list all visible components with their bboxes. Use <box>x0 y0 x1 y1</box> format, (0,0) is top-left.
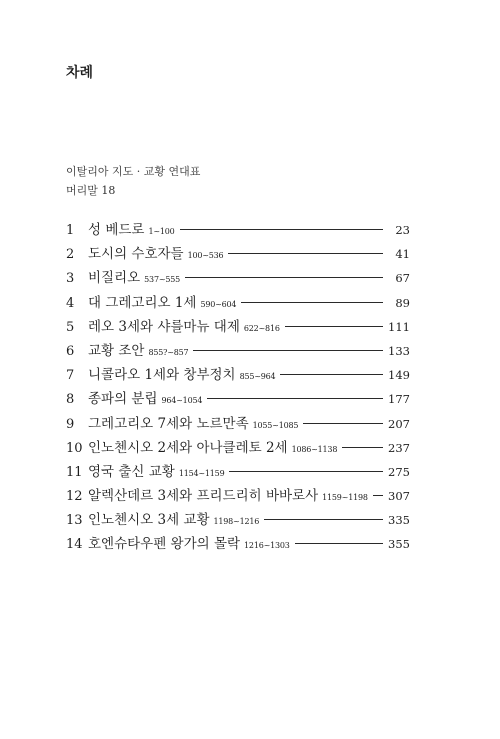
chapter-page: 89 <box>395 295 410 310</box>
chapter-number: 2 <box>66 247 75 263</box>
leader-line <box>228 253 383 254</box>
chapter-title: 대 그레고리오 1세 <box>88 294 197 311</box>
chapter-page: 335 <box>388 513 410 528</box>
chapter-years: 964~1054 <box>161 396 203 406</box>
chapter-title: 인노첸시오 3세 교황 <box>88 512 210 529</box>
chapter-title: 레오 3세와 샤를마뉴 대제 <box>88 318 240 335</box>
leader-line <box>180 229 383 230</box>
chapter-page: 23 <box>395 223 410 237</box>
chapter-years: 1~100 <box>148 227 175 236</box>
leader-line <box>207 398 383 399</box>
front-matter-label: 머리말 <box>66 184 98 197</box>
chapter-years: 100~536 <box>187 251 224 261</box>
chapter-page: 67 <box>395 271 410 286</box>
leader-line <box>342 447 383 448</box>
chapter-years: 1159~1198 <box>322 493 368 503</box>
chapter-years: 1198~1216 <box>213 517 260 527</box>
chapter-number: 5 <box>66 319 75 335</box>
chapter-years: 622~816 <box>243 323 280 333</box>
toc-entry <box>66 387 410 411</box>
front-matter-item <box>66 181 200 200</box>
leader-line <box>193 350 383 351</box>
chapter-number: 3 <box>66 271 75 287</box>
chapter-number: 6 <box>66 343 75 359</box>
chapter-years: 537~555 <box>144 275 181 285</box>
chapter-page: 177 <box>388 392 410 407</box>
leader-line <box>280 374 383 375</box>
chapter-years: 1154~1159 <box>178 468 225 478</box>
chapter-title: 종파의 분립 <box>88 391 158 408</box>
chapter-title: 비질리오 <box>88 270 141 287</box>
chapter-title: 알렉산데르 3세와 프리드리히 바바로사 <box>88 488 319 505</box>
chapter-number: 14 <box>66 537 83 553</box>
leader-line <box>264 519 383 520</box>
chapter-number: 10 <box>66 440 83 456</box>
chapter-page: 111 <box>388 319 410 334</box>
toc-entry <box>66 266 410 290</box>
chapter-years: 855~964 <box>239 372 276 382</box>
chapter-title: 인노첸시오 2세와 아나클레토 2세 <box>88 439 288 456</box>
chapter-page: 41 <box>395 247 410 262</box>
chapter-years: 1216~1303 <box>244 541 290 551</box>
front-matter-page: 18 <box>101 184 116 197</box>
toc-entry <box>66 484 410 508</box>
chapter-page: 237 <box>388 440 410 455</box>
chapter-page: 133 <box>388 343 410 358</box>
chapter-title: 그레고리오 7세와 노르만족 <box>88 415 249 432</box>
chapter-number: 11 <box>66 464 83 480</box>
toc-entry <box>66 315 410 339</box>
toc-entry <box>66 339 410 363</box>
leader-line <box>241 302 383 303</box>
chapter-number: 9 <box>66 416 75 432</box>
toc-entry <box>66 242 410 266</box>
chapter-years: 590~604 <box>200 299 237 309</box>
leader-line <box>303 423 383 424</box>
toc-entry <box>66 436 410 460</box>
chapter-number: 8 <box>66 392 75 408</box>
toc-entry <box>66 291 410 315</box>
leader-line <box>373 495 383 496</box>
chapter-years: 855?~857 <box>148 347 189 357</box>
chapter-page: 307 <box>388 489 410 504</box>
chapter-number: 12 <box>66 489 83 505</box>
chapter-title: 교황 조안 <box>88 342 145 359</box>
chapter-title: 성 베드로 <box>88 222 145 238</box>
front-matter-item <box>66 162 200 181</box>
leader-line <box>295 543 383 544</box>
chapter-number: 13 <box>66 513 83 529</box>
leader-line <box>229 471 383 472</box>
front-matter-label: 이탈리아 지도 · 교황 연대표 <box>66 165 201 178</box>
page-title: 차례 <box>66 65 94 81</box>
toc-entry <box>66 218 410 242</box>
chapter-page: 207 <box>388 416 410 431</box>
table-of-contents <box>66 218 410 557</box>
toc-entry <box>66 363 410 387</box>
toc-entry <box>66 508 410 532</box>
chapter-title: 영국 출신 교황 <box>88 463 175 480</box>
toc-entry <box>66 460 410 484</box>
chapter-page: 275 <box>388 464 410 479</box>
chapter-years: 1086~1138 <box>291 444 338 454</box>
chapter-page: 355 <box>388 537 410 552</box>
chapter-title: 호엔슈타우펜 왕가의 몰락 <box>88 536 241 553</box>
chapter-page: 149 <box>388 368 410 383</box>
chapter-title: 도시의 수호자들 <box>88 246 184 263</box>
chapter-years: 1055~1085 <box>252 420 299 430</box>
leader-line <box>185 277 383 278</box>
toc-entry <box>66 412 410 436</box>
toc-entry <box>66 532 410 556</box>
chapter-number: 1 <box>66 223 75 238</box>
chapter-number: 7 <box>66 368 75 384</box>
chapter-number: 4 <box>66 295 75 311</box>
leader-line <box>285 326 383 327</box>
front-matter <box>66 162 200 200</box>
chapter-title: 니콜라오 1세와 창부정치 <box>88 367 236 384</box>
